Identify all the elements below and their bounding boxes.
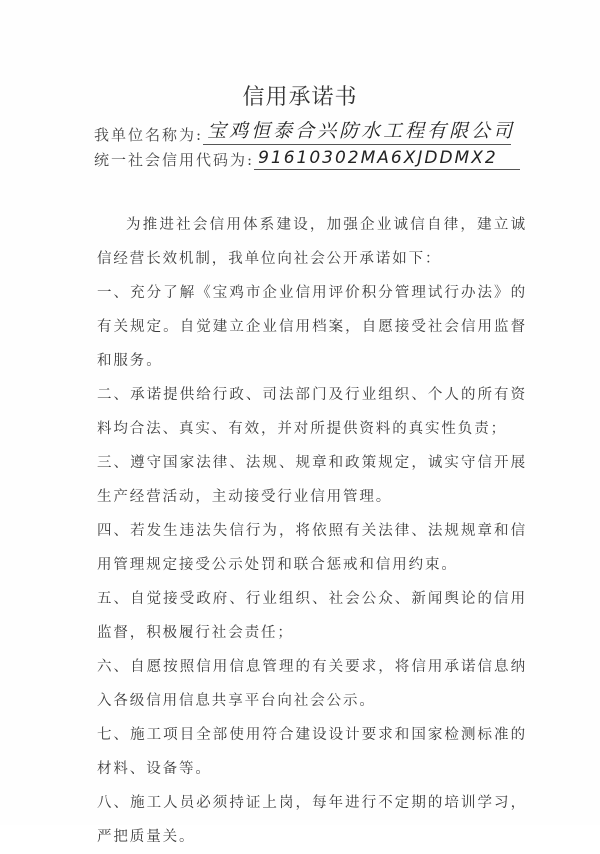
commitment-item-4: 四、若发生违法失信行为，将依照有关法律、法规规章和信用管理规定接受公示处罚和联合惩戒和信用约束。: [97, 523, 527, 573]
credit-code-row: [94, 148, 520, 170]
commitment-item-7: 七、施工项目全部使用符合建设设计要求和国家检测标准的材料、设备等。: [97, 727, 527, 777]
document-title: 信用承诺书: [242, 85, 358, 110]
unit-name-label: 我单位名称为:: [94, 126, 204, 144]
commitment-item-3: 三、遵守国家法律、法规、规章和政策规定，诚实守信开展生产经营活动，主动接受行业信用管理。: [97, 455, 527, 505]
commitment-item-8: 八、施工人员必须持证上岗，每年进行不定期的培训学习，严把质量关。: [97, 795, 527, 845]
commitment-item-5: 五、自觉接受政府、行业组织、社会公众、新闻舆论的信用监督，积极履行社会责任；: [97, 591, 527, 641]
document-body: [97, 208, 527, 854]
commitment-item-1: 一、充分了解《宝鸡市企业信用评价积分管理试行办法》的有关规定。自觉建立企业信用档案，自愿接受社会信用监督和服务。: [97, 285, 527, 369]
commitment-item-2: 二、承诺提供给行政、司法部门及行业组织、个人的所有资料均合法、真实、有效，并对所提供资料的真实性负责；: [97, 387, 527, 437]
unit-name-row: [94, 116, 516, 145]
commitment-item-6: 六、自愿按照信用信息管理的有关要求，将信用承诺信息纳入各级信用信息共享平台向社会公示。: [97, 659, 527, 709]
unit-name-handwritten-value: 宝鸡恒泰合兴防水工程有限公司: [203, 116, 511, 145]
credit-code-label: 统一社会信用代码为:: [94, 151, 255, 169]
credit-code-handwritten-value: 91610302MA6XJDDMX2: [254, 148, 520, 170]
intro-paragraph: 为推进社会信用体系建设，加强企业诚信自律，建立诚信经营长效机制，我单位向社会公开承诺如下：: [97, 217, 527, 267]
